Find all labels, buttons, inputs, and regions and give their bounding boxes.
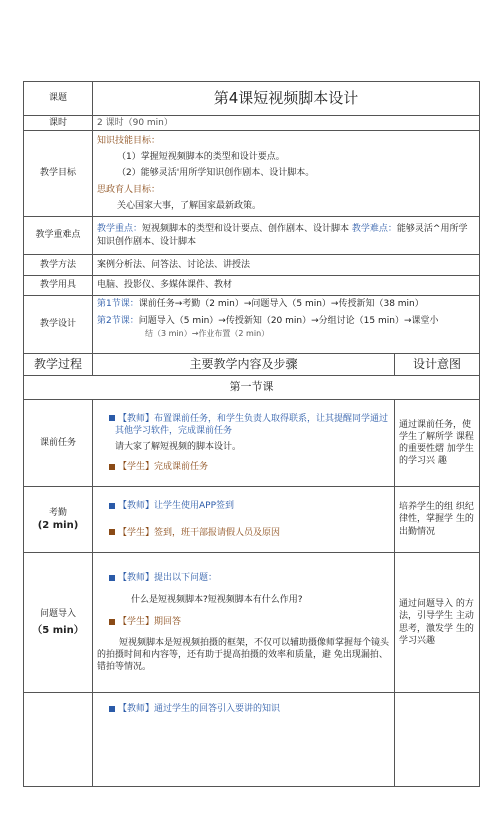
new-knowledge-content (93, 693, 395, 787)
lesson1-heading: 第1节课： (97, 299, 139, 309)
new-knowledge-label-cell (24, 693, 93, 787)
square-bullet-icon (109, 706, 115, 712)
design-content (93, 296, 480, 354)
content-col-header: 主要教学内容及步骤 (93, 354, 395, 376)
lesson-title: 第4课短视频脚本设计 (93, 82, 480, 116)
intro-content (93, 553, 395, 693)
methods-label: 教学方法 (24, 255, 93, 276)
row-new-knowledge (24, 693, 480, 787)
pre-task-student-tag: 【学生】 (118, 462, 155, 473)
lesson-plan-table (23, 81, 480, 787)
row-methods (24, 255, 480, 276)
row-attendance (24, 487, 480, 553)
new-knowledge-intent (395, 693, 480, 787)
attendance-student-text: 签到，班干部报请假人员及原因 (154, 527, 281, 538)
key-text: 短视频脚本的类型和设计要点、创作剧本、设计脚本 (142, 224, 350, 235)
intro-teacher-tag: 【教师】 (118, 573, 155, 584)
intro-student-text: 期回答 (154, 617, 182, 628)
hard-heading: 教学难点： (351, 224, 397, 235)
pre-task-teacher-text: 布置课前任务，和学生负责人取得联系，让其提醒同学通过其他学习软件，完成课前任务 (115, 413, 389, 436)
next-teacher-tag: 【教师】 (118, 704, 155, 714)
goals-content (93, 131, 480, 217)
knowledge-goal-1: （1）掌握短视频脚本的类型和设计要点。 (117, 152, 285, 163)
design-label: 教学设计 (24, 296, 93, 354)
knowledge-goal-heading: 知识技能目标： (97, 136, 161, 147)
row-process-header (24, 354, 480, 376)
intent-col-header: 设计意图 (395, 354, 480, 376)
row-intro (24, 553, 480, 693)
intro-teacher-text: 提出以下问题： (154, 573, 218, 584)
next-teacher-text: 通过学生的回答引入要讲的知识 (154, 704, 281, 714)
square-bullet-icon (109, 619, 115, 625)
pre-task-teacher-say: 请大家了解短视频的脚本设计。 (115, 442, 242, 452)
intro-intent: 通过问题导入 的方法，引导学生 主动思考，激发学 生的学习兴趣 (395, 553, 480, 693)
section-1-title: 第一节课 (24, 376, 480, 400)
intro-time: （5 min） (32, 624, 84, 636)
tools-value: 电脑、投影仪、多媒体课件、教材 (93, 276, 480, 296)
pre-task-teacher-tag: 【教师】 (118, 413, 155, 424)
knowledge-goal-2: （2）能够灵活'用所学知识创作剧本、设计脚本。 (117, 168, 315, 179)
hours-value: 2 课时（90 min） (93, 116, 480, 131)
pre-task-student-text: 完成课前任务 (154, 462, 209, 473)
key-heading: 教学重点： (97, 224, 143, 235)
lesson2-text: 问题导入（5 min）→传授新知（20 min）→分组讨论（15 min）→课堂小 (138, 316, 439, 327)
attendance-time: (2 min) (37, 519, 79, 531)
row-design (24, 296, 480, 354)
row-section1 (24, 376, 480, 400)
intro-student-tag: 【学生】 (118, 617, 155, 628)
pre-task-content (93, 400, 395, 487)
methods-value: 案例分析法、问答法、讨论法、讲授法 (93, 255, 480, 276)
intro-answer: 短视频脚本是短视频拍摄的框架，不仅可以辅助摄像师掌握每个镜头的拍摄时间和内容等，还有助于提高拍摄的效率和质量，避 免出现漏拍、错拍等情况。 (97, 637, 390, 672)
attendance-teacher-text: 让学生使用APP签到 (154, 501, 235, 512)
square-bullet-icon (109, 529, 115, 535)
keypoints-label: 教学重难点 (24, 217, 93, 255)
attendance-label: 考勤 (48, 507, 67, 518)
row-topic (24, 82, 480, 116)
square-bullet-icon (109, 503, 115, 509)
row-keypoints (24, 217, 480, 255)
intro-label-cell (24, 553, 93, 693)
row-goals (24, 131, 480, 217)
row-pre-task (24, 400, 480, 487)
row-hours (24, 116, 480, 131)
intro-label: 问题导入 (39, 608, 76, 619)
attendance-content (93, 487, 395, 553)
lesson1-text: 课前任务→考勤（2 min）→问题导入（5 min）→传授新知（38 min） (138, 299, 424, 309)
goals-label: 教学目标 (24, 131, 93, 217)
keypoints-content (93, 217, 480, 255)
square-bullet-icon (109, 415, 115, 421)
attendance-label-cell (24, 487, 93, 553)
attendance-teacher-tag: 【教师】 (118, 501, 155, 512)
process-col-header: 教学过程 (24, 354, 93, 376)
square-bullet-icon (109, 464, 115, 470)
attendance-intent: 培养学生的组 织纪律性，掌握学 生的出勤情况 (395, 487, 480, 553)
topic-label: 课题 (24, 82, 93, 116)
lesson2-text-cont: 结（3 min）→作业布置（2 min） (145, 329, 270, 339)
lesson2-heading: 第2节课： (97, 316, 139, 327)
ideology-goal-1: 关心国家大事，了解国家最新政策。 (117, 200, 262, 211)
intro-question: 什么是短视频脚本?短视频脚本有什么作用? (131, 595, 303, 606)
ideology-goal-heading: 思政育人目标： (97, 184, 161, 195)
hours-label: 课时 (24, 116, 93, 131)
tools-label: 教学用具 (24, 276, 93, 296)
square-bullet-icon (109, 575, 115, 581)
pre-task-intent: 通过课前任务，使学生了解所学 课程的重要性熠 加学生的学习兴 趣 (395, 400, 480, 487)
attendance-student-tag: 【学生】 (118, 527, 155, 538)
row-tools (24, 276, 480, 296)
hard-text: 能够灵活^用所学知识创作剧本、设计脚本 (97, 224, 468, 247)
pre-task-label: 课前任务 (24, 400, 93, 487)
